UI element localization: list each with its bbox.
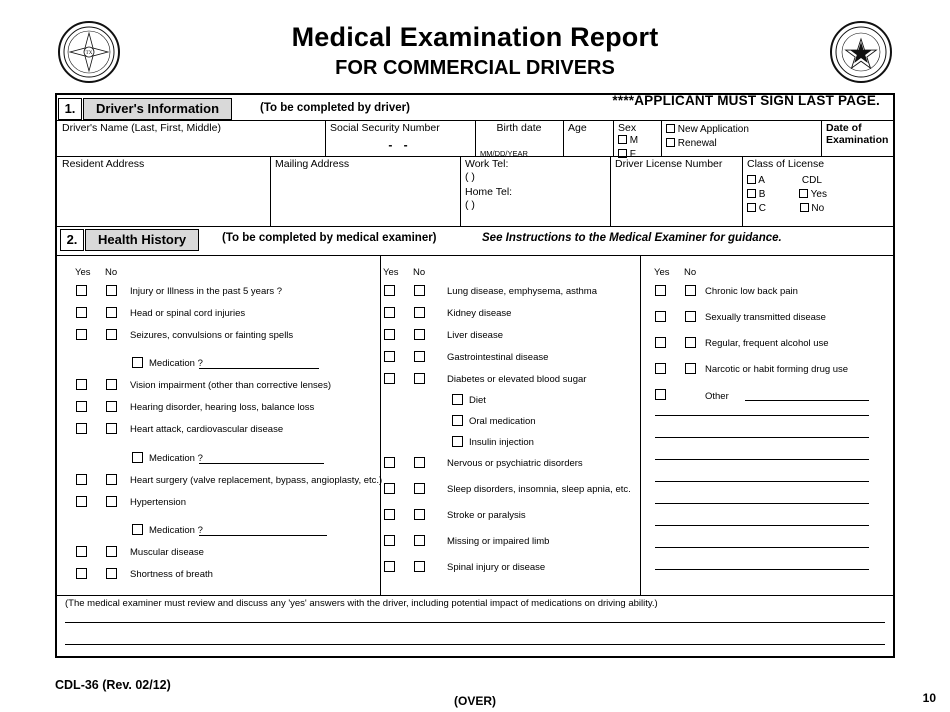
col2-row7-yes-checkbox[interactable]: [384, 483, 395, 494]
col3-note-line-4[interactable]: [655, 481, 869, 482]
class-c-label: C: [758, 203, 767, 214]
form-body: [55, 93, 895, 658]
col3-row3-yes-checkbox[interactable]: [655, 337, 666, 348]
col2-row6-label: Nervous or psychiatric disorders: [447, 458, 583, 469]
page-title: Medical Examination Report: [291, 22, 659, 52]
col2-row8-yes-checkbox[interactable]: [384, 509, 395, 520]
form-id: CDL-36 (Rev. 02/12): [55, 678, 171, 692]
col1-row3-yes-checkbox[interactable]: [76, 329, 87, 340]
col2-row10-yes-checkbox[interactable]: [384, 561, 395, 572]
col2-oral-medication-label: Oral medication: [469, 416, 536, 427]
field-telephones: [460, 156, 610, 226]
texas-state-seal-icon: [830, 21, 892, 83]
field-date-of-examination[interactable]: Date of Examination: [826, 122, 889, 146]
col2-row1-yes-checkbox[interactable]: [384, 285, 395, 296]
page-subtitle: FOR COMMERCIAL DRIVERS: [335, 57, 615, 79]
col2-row5-no-checkbox[interactable]: [414, 373, 425, 384]
col2-row2-yes-checkbox[interactable]: [384, 307, 395, 318]
col1-medication2-label: Medication ?: [149, 453, 203, 464]
col2-row1-label: Lung disease, emphysema, asthma: [447, 286, 597, 297]
col1-row2-no-checkbox[interactable]: [106, 307, 117, 318]
col2-no-label: No: [413, 267, 426, 278]
col2-insulin-injection-checkbox[interactable]: [452, 436, 463, 447]
col2-row7-label: Sleep disorders, insomnia, sleep apnia, etc.: [447, 484, 631, 495]
cdl-no-checkbox[interactable]: [800, 203, 809, 212]
col2-yes-label: Yes: [383, 267, 399, 278]
col2-row6-yes-checkbox[interactable]: [384, 457, 395, 468]
col1-no-label: No: [105, 267, 118, 278]
col3-other-checkbox[interactable]: [655, 389, 666, 400]
dps-seal-icon: [58, 21, 120, 83]
sex-female-label: F: [629, 149, 636, 160]
col1-row3-no-checkbox[interactable]: [106, 329, 117, 340]
cdl-label: CDL: [801, 175, 822, 186]
col1-row4-no-checkbox[interactable]: [106, 379, 117, 390]
col1-row9-label: Muscular disease: [130, 547, 204, 558]
col1-row10-no-checkbox[interactable]: [106, 568, 117, 579]
class-b-checkbox[interactable]: [747, 189, 756, 198]
col2-row9-label: Missing or impaired limb: [447, 536, 550, 547]
section1-note: (To be completed by driver): [260, 102, 410, 114]
col2-row4-yes-checkbox[interactable]: [384, 351, 395, 362]
col3-row1-label: Chronic low back pain: [705, 286, 798, 297]
col2-row7-no-checkbox[interactable]: [414, 483, 425, 494]
col2-oral-medication-checkbox[interactable]: [452, 415, 463, 426]
cdl-yes-checkbox[interactable]: [799, 189, 808, 198]
col3-row3-label: Regular, frequent alcohol use: [705, 338, 829, 349]
col2-row8-label: Stroke or paralysis: [447, 510, 526, 521]
col1-medication3-checkbox[interactable]: [132, 524, 143, 535]
col2-row8-no-checkbox[interactable]: [414, 509, 425, 520]
col1-row1-label: Injury or Illness in the past 5 years ?: [130, 286, 283, 297]
examiner-note-line-1[interactable]: [65, 622, 885, 623]
col3-other-label: Other: [705, 391, 729, 402]
col2-insulin-injection-label: Insulin injection: [469, 437, 534, 448]
col2-row3-yes-checkbox[interactable]: [384, 329, 395, 340]
class-b-label: B: [758, 189, 766, 200]
col1-row6-label: Heart attack, cardiovascular disease: [130, 424, 284, 435]
col1-row7-yes-checkbox[interactable]: [76, 474, 87, 485]
field-sex: Sex M F: [618, 122, 639, 160]
class-c-checkbox[interactable]: [747, 203, 756, 212]
col2-row1-no-checkbox[interactable]: [414, 285, 425, 296]
col1-row7-no-checkbox[interactable]: [106, 474, 117, 485]
col2-row10-label: Spinal injury or disease: [447, 562, 546, 573]
col3-row3-no-checkbox[interactable]: [685, 337, 696, 348]
field-age[interactable]: Age: [568, 122, 587, 134]
col3-no-label: No: [684, 267, 697, 278]
col3-other-line[interactable]: [745, 400, 869, 401]
col2-row2-no-checkbox[interactable]: [414, 307, 425, 318]
col1-row1-no-checkbox[interactable]: [106, 285, 117, 296]
section2-title: Health History: [85, 229, 199, 251]
col1-row7-label: Heart surgery (valve replacement, bypass, angioplasty, etc.): [130, 475, 383, 486]
col2-row9-no-checkbox[interactable]: [414, 535, 425, 546]
divider: [57, 595, 893, 596]
field-resident-address[interactable]: Resident Address: [62, 158, 145, 170]
section2-header: [57, 226, 893, 255]
col1-row1-yes-checkbox[interactable]: [76, 285, 87, 296]
home-tel-label: Home Tel:: [465, 186, 513, 198]
work-tel-label: Work Tel:: [465, 158, 509, 170]
col1-row4-label: Vision impairment (other than corrective lenses): [130, 380, 331, 391]
col2-row5-label: Diabetes or elevated blood sugar: [447, 374, 587, 385]
field-birth-date[interactable]: Birth date MM/DD/YEAR: [480, 122, 542, 158]
cdl-yes-label: Yes: [810, 189, 827, 200]
col1-medication3-line[interactable]: [199, 535, 327, 536]
col1-row5-label: Hearing disorder, hearing loss, balance loss: [130, 402, 315, 413]
col1-row8-label: Hypertension: [130, 497, 186, 508]
col3-note-line-2[interactable]: [655, 437, 869, 438]
col1-yes-label: Yes: [75, 267, 91, 278]
section1-number: 1.: [58, 98, 82, 120]
home-tel-input[interactable]: ( ): [465, 199, 475, 211]
col3-note-line-7[interactable]: [655, 547, 869, 548]
col1-medication1-label: Medication ?: [149, 358, 203, 369]
col2-row3-label: Liver disease: [447, 330, 503, 341]
col3-row4-no-checkbox[interactable]: [685, 363, 696, 374]
page-number: 10: [922, 691, 936, 705]
col1-row10-label: Shortness of breath: [130, 569, 213, 580]
col2-row5-yes-checkbox[interactable]: [384, 373, 395, 384]
col1-row9-no-checkbox[interactable]: [106, 546, 117, 557]
divider: [380, 255, 381, 595]
col3-note-line-6[interactable]: [655, 525, 869, 526]
col3-row2-yes-checkbox[interactable]: [655, 311, 666, 322]
col2-row3-no-checkbox[interactable]: [414, 329, 425, 340]
field-ssn[interactable]: Social Security Number - -: [325, 120, 475, 156]
col3-row4-label: Narcotic or habit forming drug use: [705, 364, 849, 375]
col3-note-line-5[interactable]: [655, 503, 869, 504]
col1-row9-yes-checkbox[interactable]: [76, 546, 87, 557]
svg-text:TX: TX: [85, 51, 93, 56]
col2-diet-checkbox[interactable]: [452, 394, 463, 405]
col1-row10-yes-checkbox[interactable]: [76, 568, 87, 579]
col1-row8-yes-checkbox[interactable]: [76, 496, 87, 507]
col2-diet-label: Diet: [469, 395, 486, 406]
section2-note: (To be completed by medical examiner): [222, 232, 437, 244]
col1-medication3-label: Medication ?: [149, 525, 203, 536]
col1-row5-no-checkbox[interactable]: [106, 401, 117, 412]
col1-row6-yes-checkbox[interactable]: [76, 423, 87, 434]
ssn-mask: - -: [388, 138, 412, 152]
renewal-checkbox[interactable]: [666, 138, 675, 147]
field-mailing-address[interactable]: Mailing Address: [275, 158, 350, 170]
col2-row2-label: Kidney disease: [447, 308, 512, 319]
work-tel-input[interactable]: ( ): [465, 171, 475, 183]
cdl-no-label: No: [811, 203, 825, 214]
field-drivers-name[interactable]: Driver's Name (Last, First, Middle): [62, 122, 221, 134]
divider: [57, 255, 893, 256]
section2-instructions-note: See Instructions to the Medical Examiner for guidance.: [482, 232, 782, 244]
document-header: [0, 8, 950, 88]
col3-note-line-3[interactable]: [655, 459, 869, 460]
section1-title: Driver's Information: [83, 98, 232, 120]
col1-medication2-line[interactable]: [199, 463, 324, 464]
col2-row4-label: Gastrointestinal disease: [447, 352, 549, 363]
col1-medication1-checkbox[interactable]: [132, 357, 143, 368]
col2-row9-yes-checkbox[interactable]: [384, 535, 395, 546]
col3-row2-label: Sexually transmitted disease: [705, 312, 826, 323]
over-label: (OVER): [454, 694, 496, 708]
field-application-type: [661, 120, 821, 156]
col1-medication2-checkbox[interactable]: [132, 452, 143, 463]
col3-yes-label: Yes: [654, 267, 670, 278]
col1-row8-no-checkbox[interactable]: [106, 496, 117, 507]
examiner-note-line-2[interactable]: [65, 644, 885, 645]
col3-row1-yes-checkbox[interactable]: [655, 285, 666, 296]
col1-row6-no-checkbox[interactable]: [106, 423, 117, 434]
col3-note-line-8[interactable]: [655, 569, 869, 570]
applicant-sign-note: ****APPLICANT MUST SIGN LAST PAGE.: [612, 93, 880, 108]
col1-row3-label: Seizures, convulsions or fainting spells: [130, 330, 294, 341]
renewal-label: Renewal: [677, 138, 717, 149]
sex-male-label: M: [629, 135, 639, 146]
section2-number: 2.: [60, 229, 84, 251]
col3-row2-no-checkbox[interactable]: [685, 311, 696, 322]
col1-medication1-line[interactable]: [199, 368, 319, 369]
col2-row6-no-checkbox[interactable]: [414, 457, 425, 468]
col2-row4-no-checkbox[interactable]: [414, 351, 425, 362]
new-application-checkbox[interactable]: [666, 124, 675, 133]
divider: [640, 255, 641, 595]
class-a-label: A: [758, 175, 765, 186]
col3-row1-no-checkbox[interactable]: [685, 285, 696, 296]
col1-row2-label: Head or spinal cord injuries: [130, 308, 246, 319]
class-a-checkbox[interactable]: [747, 175, 756, 184]
col1-row5-yes-checkbox[interactable]: [76, 401, 87, 412]
field-driver-license-number[interactable]: Driver License Number: [615, 158, 723, 170]
examiner-review-note: (The medical examiner must review and discuss any 'yes' answers with the driver, including potential impact of medications on driving ability.): [65, 598, 658, 609]
col3-note-line-1[interactable]: [655, 415, 869, 416]
col1-row4-yes-checkbox[interactable]: [76, 379, 87, 390]
col3-row4-yes-checkbox[interactable]: [655, 363, 666, 374]
sex-male-checkbox[interactable]: [618, 135, 627, 144]
new-application-label: New Application: [677, 124, 749, 135]
field-class-of-license: Class of License A CDL B Yes C No: [747, 158, 827, 214]
col2-row10-no-checkbox[interactable]: [414, 561, 425, 572]
col1-row2-yes-checkbox[interactable]: [76, 307, 87, 318]
